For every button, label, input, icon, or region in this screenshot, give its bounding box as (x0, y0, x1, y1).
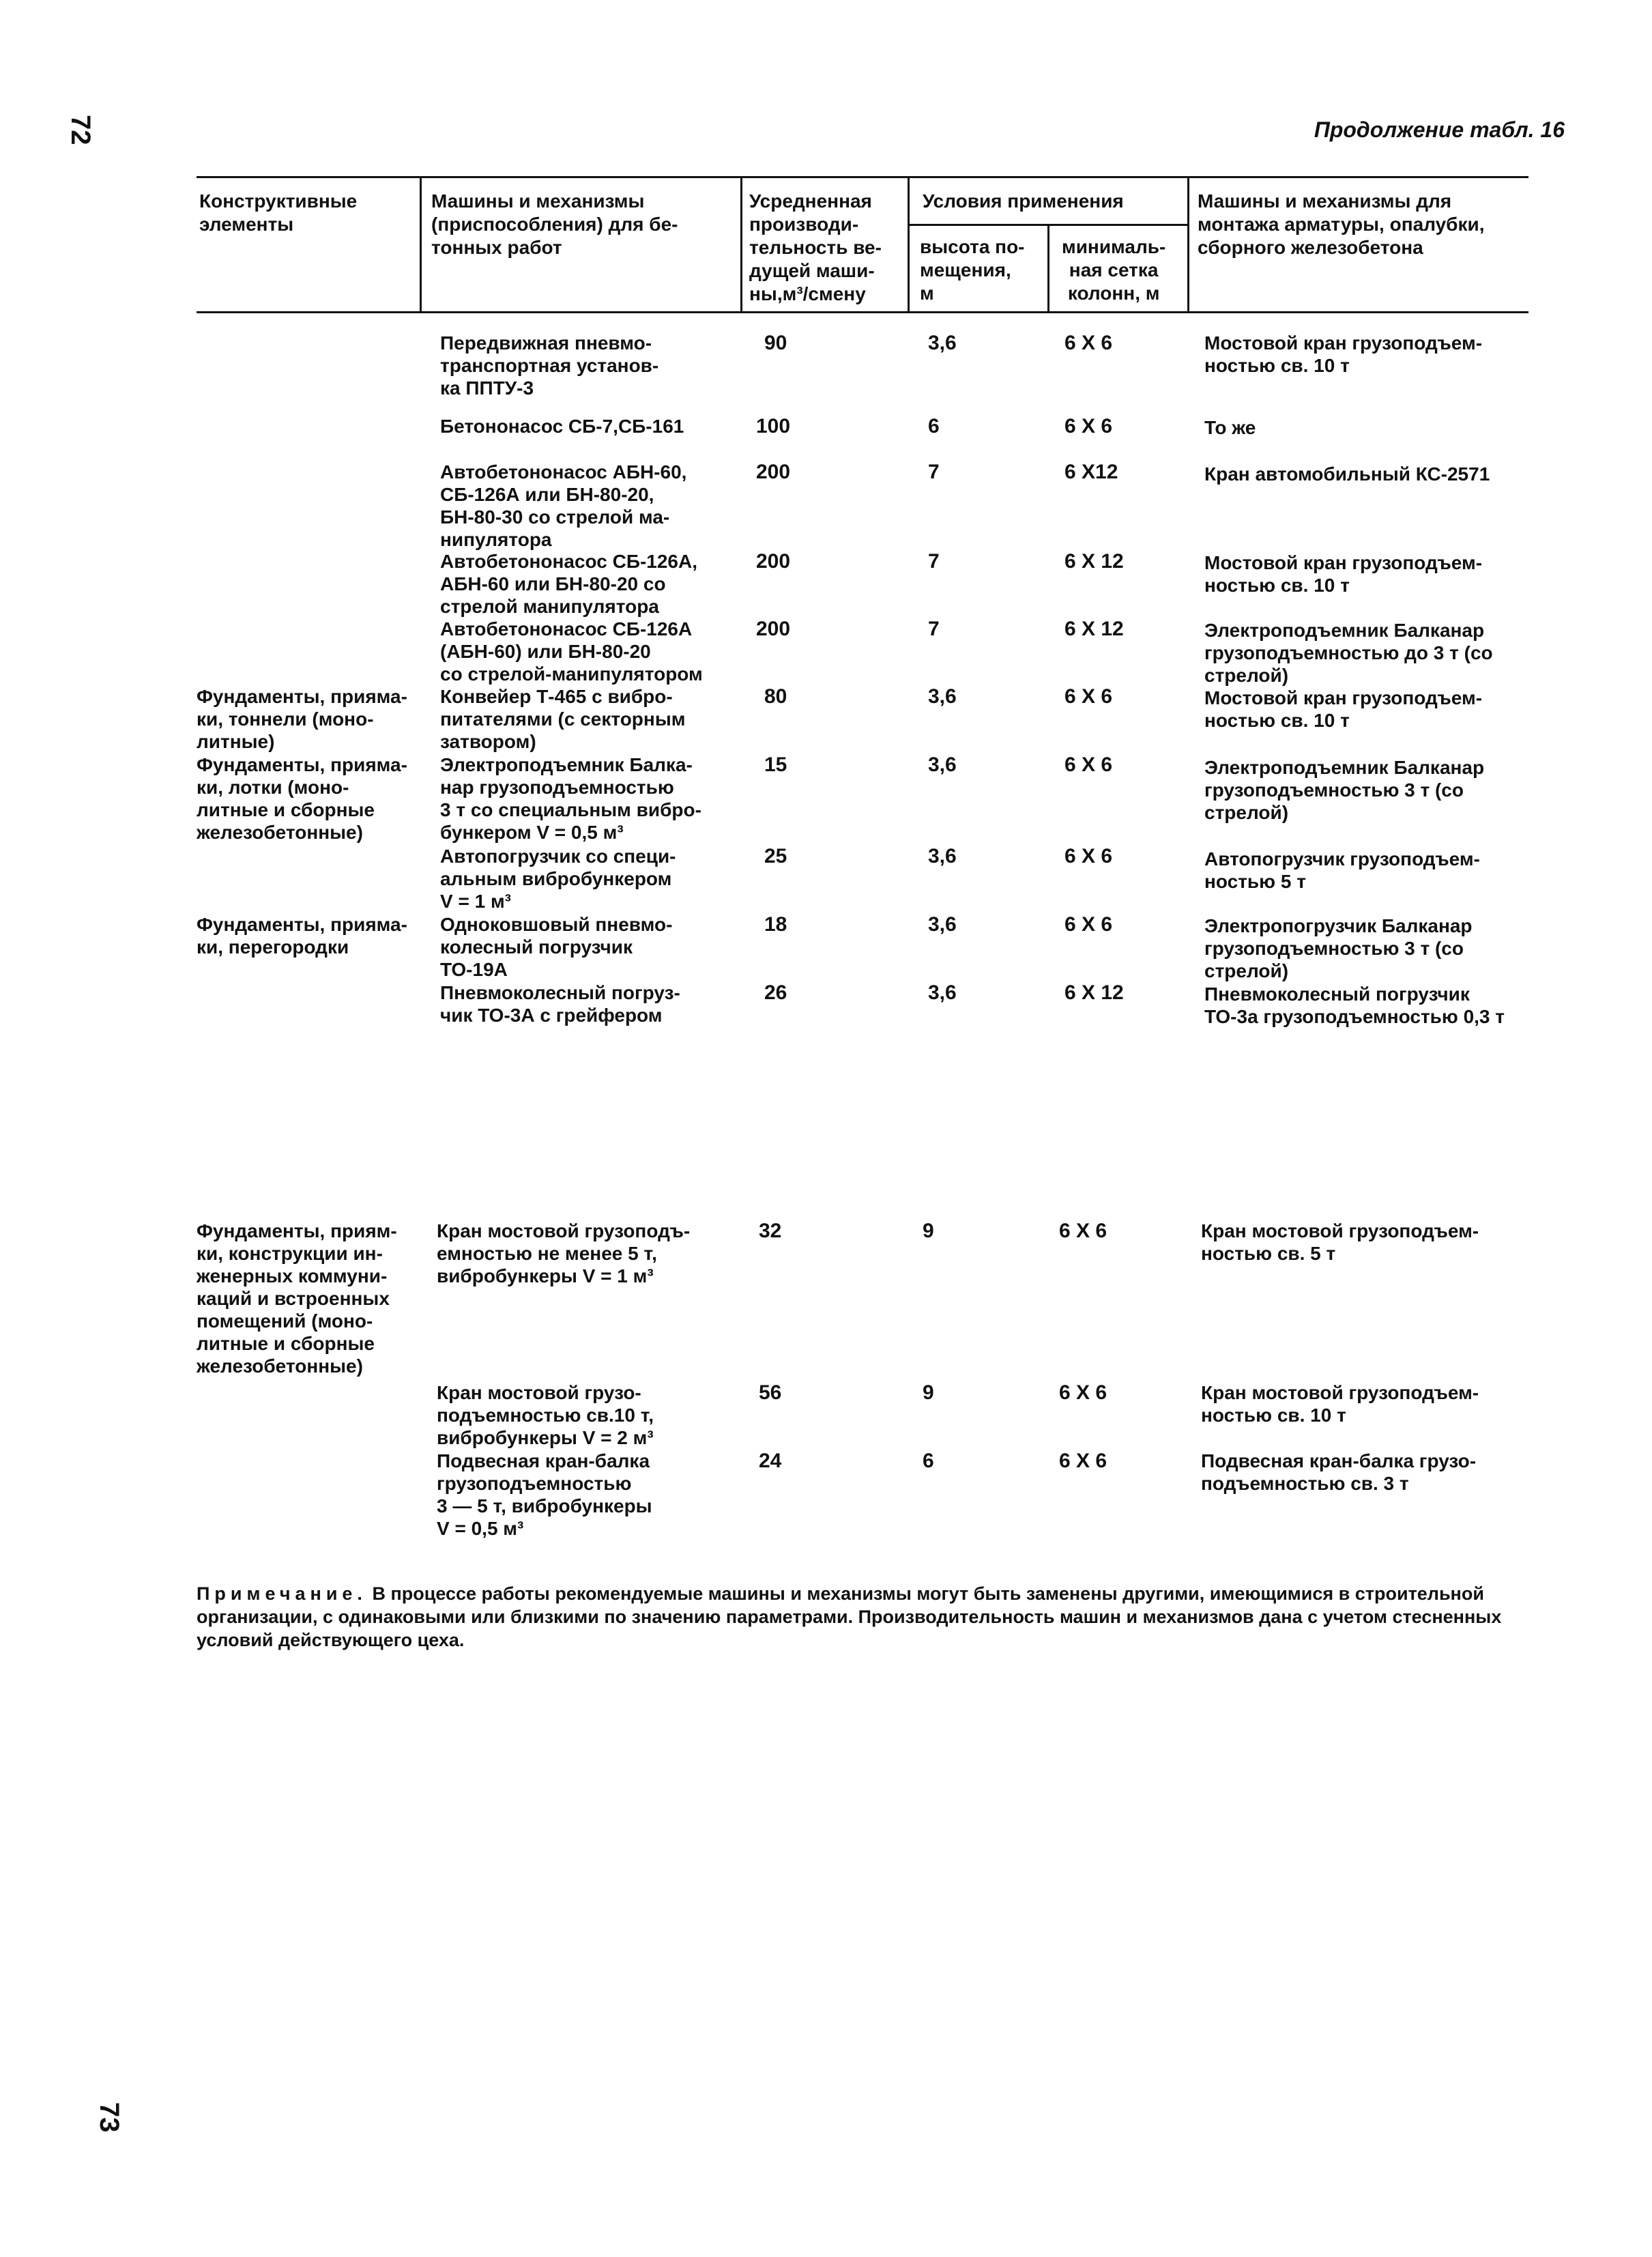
productivity-cell: 24 (759, 1450, 782, 1472)
room-height-cell: 3,6 (928, 845, 957, 867)
column-grid-cell: 6 Х 12 (1064, 550, 1124, 573)
column-grid-cell: 6 Х 6 (1064, 845, 1113, 867)
column-grid-cell: 6 Х 12 (1064, 618, 1124, 640)
machine-cell: Кран мостовой грузоподъ- емностью не менее 5 т, вибробункеры V = 1 м³ (437, 1220, 691, 1286)
room-height-cell: 3,6 (928, 913, 957, 936)
column-grid-cell: 6 Х12 (1064, 461, 1118, 483)
column-grid-cell: 6 Х 6 (1059, 1381, 1107, 1404)
col-divider-1 (420, 176, 422, 313)
room-height-cell: 6 (923, 1450, 934, 1472)
column-grid-cell: 6 Х 12 (1064, 981, 1124, 1004)
mounting-machine-cell: То же (1204, 417, 1256, 438)
group-cell: Фундаменты, прияма- ки, перегородки (197, 914, 407, 958)
machine-cell: Конвейер Т-465 с вибро- питателями (с секторным затвором) (440, 686, 686, 752)
column-grid-cell: 6 Х 6 (1064, 415, 1113, 437)
group-cell: Фундаменты, приям- ки, конструкции ин- женерных коммуни- каций и встроенных помещений (моно- литные и сборные железобетонные) (197, 1220, 397, 1377)
col-divider-5 (1187, 176, 1189, 313)
machine-cell: Подвесная кран-балка грузоподъемностью 3 — 5 т, вибробункеры V = 0,5 м³ (437, 1450, 652, 1539)
room-height-cell: 7 (928, 461, 940, 483)
room-height-cell: 9 (923, 1220, 934, 1242)
machine-cell: Электроподъемник Балка- нар грузоподъемностью 3 т со специальным вибро- бункером V = 0,5 м³ (440, 754, 701, 843)
col-divider-3 (908, 176, 910, 313)
header-structural-elements: Конструктивные элементы (199, 190, 358, 235)
header-productivity: Усредненная производи- тельность ве- дущей маши- ны,м³/смену (749, 190, 882, 304)
header-machines: Машины и механизмы (приспособления) для бе- тонных работ (431, 190, 678, 258)
machine-cell: Кран мостовой грузо- подъемностью св.10 т, вибробункеры V = 2 м³ (437, 1382, 654, 1448)
header-bottom-rule (197, 311, 1528, 313)
header-column-grid: минималь- ная сетка колонн, м (1062, 236, 1166, 304)
productivity-cell: 18 (764, 913, 787, 936)
mounting-machine-cell: Кран автомобильный КС-2571 (1204, 463, 1490, 485)
header-mounting-machines: Машины и механизмы для монтажа арматуры, опалубки, сборного железобетона (1198, 190, 1485, 258)
mounting-machine-cell: Мостовой кран грузоподъем- ностью св. 10 т (1204, 552, 1483, 596)
room-height-cell: 3,6 (928, 753, 957, 776)
room-height-cell: 7 (928, 618, 940, 640)
machine-cell: Автобетононасос СБ-126А, АБН-60 или БН-80-20 со стрелой манипулятора (440, 551, 698, 617)
productivity-cell: 56 (759, 1381, 782, 1404)
productivity-cell: 25 (764, 845, 787, 867)
machine-cell: Бетононасос СБ-7,СБ-161 (440, 416, 684, 437)
column-grid-cell: 6 Х 6 (1064, 685, 1113, 708)
productivity-cell: 26 (764, 981, 787, 1004)
productivity-cell: 32 (759, 1220, 782, 1242)
room-height-cell: 3,6 (928, 981, 957, 1004)
column-grid-cell: 6 Х 6 (1064, 332, 1113, 354)
mounting-machine-cell: Кран мостовой грузоподъем- ностью св. 10 т (1201, 1382, 1479, 1426)
table-continuation-label: Продолжение табл. 16 (1314, 117, 1565, 142)
header-conditions: Условия применения (923, 190, 1124, 212)
room-height-cell: 9 (923, 1381, 934, 1404)
mounting-machine-cell: Кран мостовой грузоподъем- ностью св. 5 т (1201, 1220, 1479, 1264)
col-divider-4 (1047, 224, 1049, 313)
room-height-cell: 7 (928, 550, 940, 573)
table-top-rule (197, 176, 1528, 178)
header-room-height: высота по- мещения, м (920, 236, 1025, 304)
room-height-cell: 6 (928, 415, 940, 437)
machine-cell: Пневмоколесный погруз- чик ТО-3А с грейфером (440, 982, 680, 1026)
column-grid-cell: 6 Х 6 (1064, 753, 1113, 776)
footnote-label: Примечание. (197, 1583, 367, 1604)
column-grid-cell: 6 Х 6 (1064, 913, 1113, 936)
mounting-machine-cell: Электроподъемник Балканар грузоподъемностью 3 т (со стрелой) (1204, 757, 1485, 823)
productivity-cell: 15 (764, 753, 787, 776)
column-grid-cell: 6 Х 6 (1059, 1220, 1107, 1242)
mounting-machine-cell: Электроподъемник Балканар грузоподъемностью до 3 т (со стрелой) (1204, 620, 1493, 686)
productivity-cell: 200 (756, 461, 791, 483)
productivity-cell: 100 (756, 415, 791, 437)
room-height-cell: 3,6 (928, 332, 957, 354)
machine-cell: Автобетононасос СБ-126А (АБН-60) или БН-80-20 со стрелой-манипулятором (440, 618, 703, 685)
productivity-cell: 200 (756, 550, 791, 573)
table-footnote (197, 1582, 1534, 1652)
productivity-cell: 90 (764, 332, 787, 354)
mounting-machine-cell: Мостовой кран грузоподъем- ностью св. 10 т (1204, 687, 1483, 731)
group-cell: Фундаменты, прияма- ки, тоннели (моно- литные) (197, 686, 407, 752)
mounting-machine-cell: Пневмоколесный погрузчик ТО-3а грузоподъемностью 0,3 т (1204, 983, 1505, 1027)
productivity-cell: 80 (764, 685, 787, 708)
machine-cell: Передвижная пневмо- транспортная установ- ка ППТУ-3 (440, 332, 659, 399)
productivity-cell: 200 (756, 618, 791, 640)
mounting-machine-cell: Подвесная кран-балка грузо- подъемностью св. 3 т (1201, 1450, 1477, 1494)
group-cell: Фундаменты, прияма- ки, лотки (моно- литные и сборные железобетонные) (197, 754, 407, 843)
col-divider-2 (740, 176, 742, 313)
machine-cell: Автопогрузчик со специ- альным вибробункером V = 1 м³ (440, 846, 676, 912)
mounting-machine-cell: Электропогрузчик Балканар грузоподъемностью 3 т (со стрелой) (1204, 915, 1473, 981)
room-height-cell: 3,6 (928, 685, 957, 708)
column-grid-cell: 6 Х 6 (1059, 1450, 1107, 1472)
mounting-machine-cell: Автопогрузчик грузоподъем- ностью 5 т (1204, 848, 1480, 892)
machine-cell: Одноковшовый пневмо- колесный погрузчик ТО-19А (440, 914, 673, 980)
page-number-bottom: 73 (94, 2102, 124, 2133)
page-number-top: 72 (66, 115, 96, 145)
mounting-machine-cell: Мостовой кран грузоподъем- ностью св. 10 т (1204, 332, 1483, 376)
footnote-text: В процессе работы рекомендуемые машины и механизмы могут быть заменены другими, имеющимися в строительной организации, с одинаковыми или близкими по значению параметрами. Производительность машин и механизмов дана с учетом стесненных условий действующего цеха. (197, 1583, 1502, 1650)
machine-cell: Автобетононасос АБН-60, СБ-126А или БН-80-20, БН-80-30 со стрелой ма- нипулятора (440, 461, 687, 550)
